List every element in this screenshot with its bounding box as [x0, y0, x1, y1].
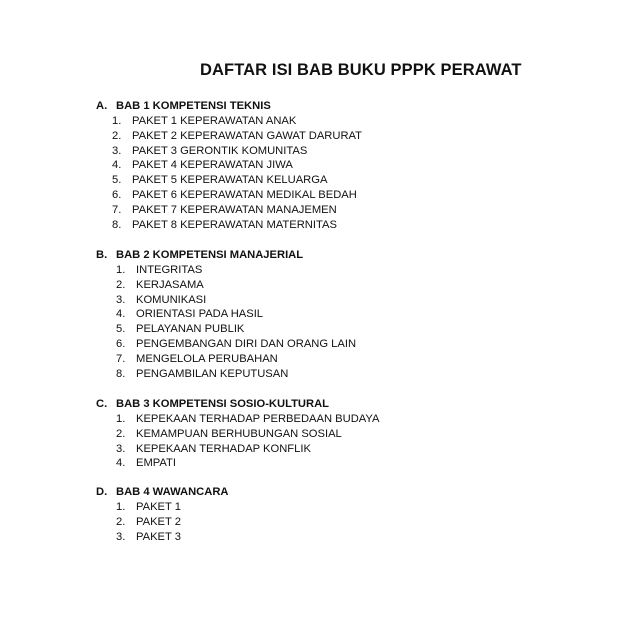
list-item — [112, 203, 362, 218]
item-label: KEMAMPUAN BERHUBUNGAN SOSIAL — [136, 427, 342, 440]
item-number: 5. — [116, 323, 126, 336]
list-item — [112, 158, 362, 173]
item-label: KEPEKAAN TERHADAP KONFLIK — [136, 442, 311, 455]
item-number: 3. — [116, 293, 126, 306]
item-number: 1. — [116, 264, 126, 276]
item-number: 6. — [112, 188, 122, 201]
item-number: 2. — [116, 278, 126, 291]
section-letter: B. — [96, 249, 108, 261]
item-number: 4. — [112, 159, 122, 172]
item-number: 4. — [116, 308, 126, 321]
list-item — [116, 337, 356, 352]
list-item — [116, 278, 356, 293]
list-item — [116, 367, 356, 382]
section-title: BAB 3 KOMPETENSI SOSIO-KULTURAL — [116, 398, 329, 410]
section-heading — [96, 247, 356, 263]
list-item — [112, 129, 362, 144]
item-number: 3. — [116, 530, 126, 543]
list-item — [116, 442, 380, 457]
item-label: PAKET 5 KEPERAWATAN KELUARGA — [132, 174, 328, 187]
section-item-list — [96, 500, 229, 544]
item-number: 8. — [116, 367, 126, 380]
section-letter: A. — [96, 100, 108, 112]
section-item-list — [96, 263, 356, 381]
item-label: PAKET 8 KEPERAWATAN MATERNITAS — [132, 218, 337, 231]
section-letter: D. — [96, 486, 108, 498]
item-number: 8. — [112, 218, 122, 231]
item-number: 1. — [112, 115, 122, 127]
section-heading — [96, 396, 380, 412]
list-item — [112, 144, 362, 159]
item-label: ORIENTASI PADA HASIL — [136, 308, 264, 321]
section-bab-4 — [96, 484, 229, 544]
item-label: PAKET 3 GERONTIK KOMUNITAS — [132, 144, 308, 157]
item-label: KERJASAMA — [136, 278, 204, 291]
item-number: 4. — [116, 457, 126, 470]
item-label: PAKET 6 KEPERAWATAN MEDIKAL BEDAH — [132, 188, 357, 201]
section-item-list — [96, 412, 380, 471]
list-item — [116, 352, 356, 367]
item-label: KEPEKAAN TERHADAP PERBEDAAN BUDAYA — [136, 413, 380, 425]
item-label: PENGEMBANGAN DIRI DAN ORANG LAIN — [136, 337, 357, 350]
item-label: PAKET 1 — [136, 501, 181, 513]
item-number: 3. — [116, 442, 126, 455]
list-item — [112, 173, 362, 188]
section-bab-2 — [96, 247, 356, 381]
item-label: PELAYANAN PUBLIK — [136, 323, 245, 336]
list-item — [116, 307, 356, 322]
list-item — [116, 412, 380, 427]
list-item — [112, 188, 362, 203]
list-item — [116, 500, 229, 515]
section-heading — [96, 484, 229, 500]
section-item-list — [96, 114, 362, 232]
item-label: EMPATI — [136, 457, 176, 470]
section-title: BAB 4 WAWANCARA — [116, 486, 229, 498]
item-label: PAKET 4 KEPERAWATAN JIWA — [132, 159, 293, 172]
list-item — [112, 218, 362, 233]
item-number: 2. — [116, 515, 126, 528]
item-number: 1. — [116, 501, 126, 513]
list-item — [116, 263, 356, 278]
list-item — [116, 427, 380, 442]
document-title: DAFTAR ISI BAB BUKU PPPK PERAWAT — [200, 61, 522, 79]
item-label: MENGELOLA PERUBAHAN — [136, 352, 278, 365]
item-label: PAKET 7 KEPERAWATAN MANAJEMEN — [132, 203, 337, 216]
item-label: PENGAMBILAN KEPUTUSAN — [136, 367, 289, 380]
item-number: 2. — [112, 129, 122, 142]
section-title: BAB 1 KOMPETENSI TEKNIS — [116, 100, 271, 112]
item-label: PAKET 2 KEPERAWATAN GAWAT DARURAT — [132, 129, 362, 142]
item-label: PAKET 2 — [136, 515, 181, 528]
list-item — [116, 515, 229, 530]
section-bab-1 — [96, 98, 362, 232]
section-title: BAB 2 KOMPETENSI MANAJERIAL — [116, 249, 304, 261]
section-heading — [96, 98, 362, 114]
item-label: KOMUNIKASI — [136, 293, 207, 306]
item-number: 6. — [116, 337, 126, 350]
item-number: 5. — [112, 174, 122, 187]
list-item — [116, 322, 356, 337]
item-number: 3. — [112, 144, 122, 157]
item-number: 2. — [116, 427, 126, 440]
section-letter: C. — [96, 398, 108, 410]
section-bab-3 — [96, 396, 380, 471]
list-item — [116, 456, 380, 471]
list-item — [116, 293, 356, 308]
item-number: 7. — [112, 203, 122, 216]
list-item — [116, 530, 229, 545]
item-label: INTEGRITAS — [136, 264, 203, 276]
item-label: PAKET 1 KEPERAWATAN ANAK — [132, 115, 297, 127]
item-label: PAKET 3 — [136, 530, 181, 543]
item-number: 7. — [116, 352, 126, 365]
item-number: 1. — [116, 413, 126, 425]
list-item — [112, 114, 362, 129]
